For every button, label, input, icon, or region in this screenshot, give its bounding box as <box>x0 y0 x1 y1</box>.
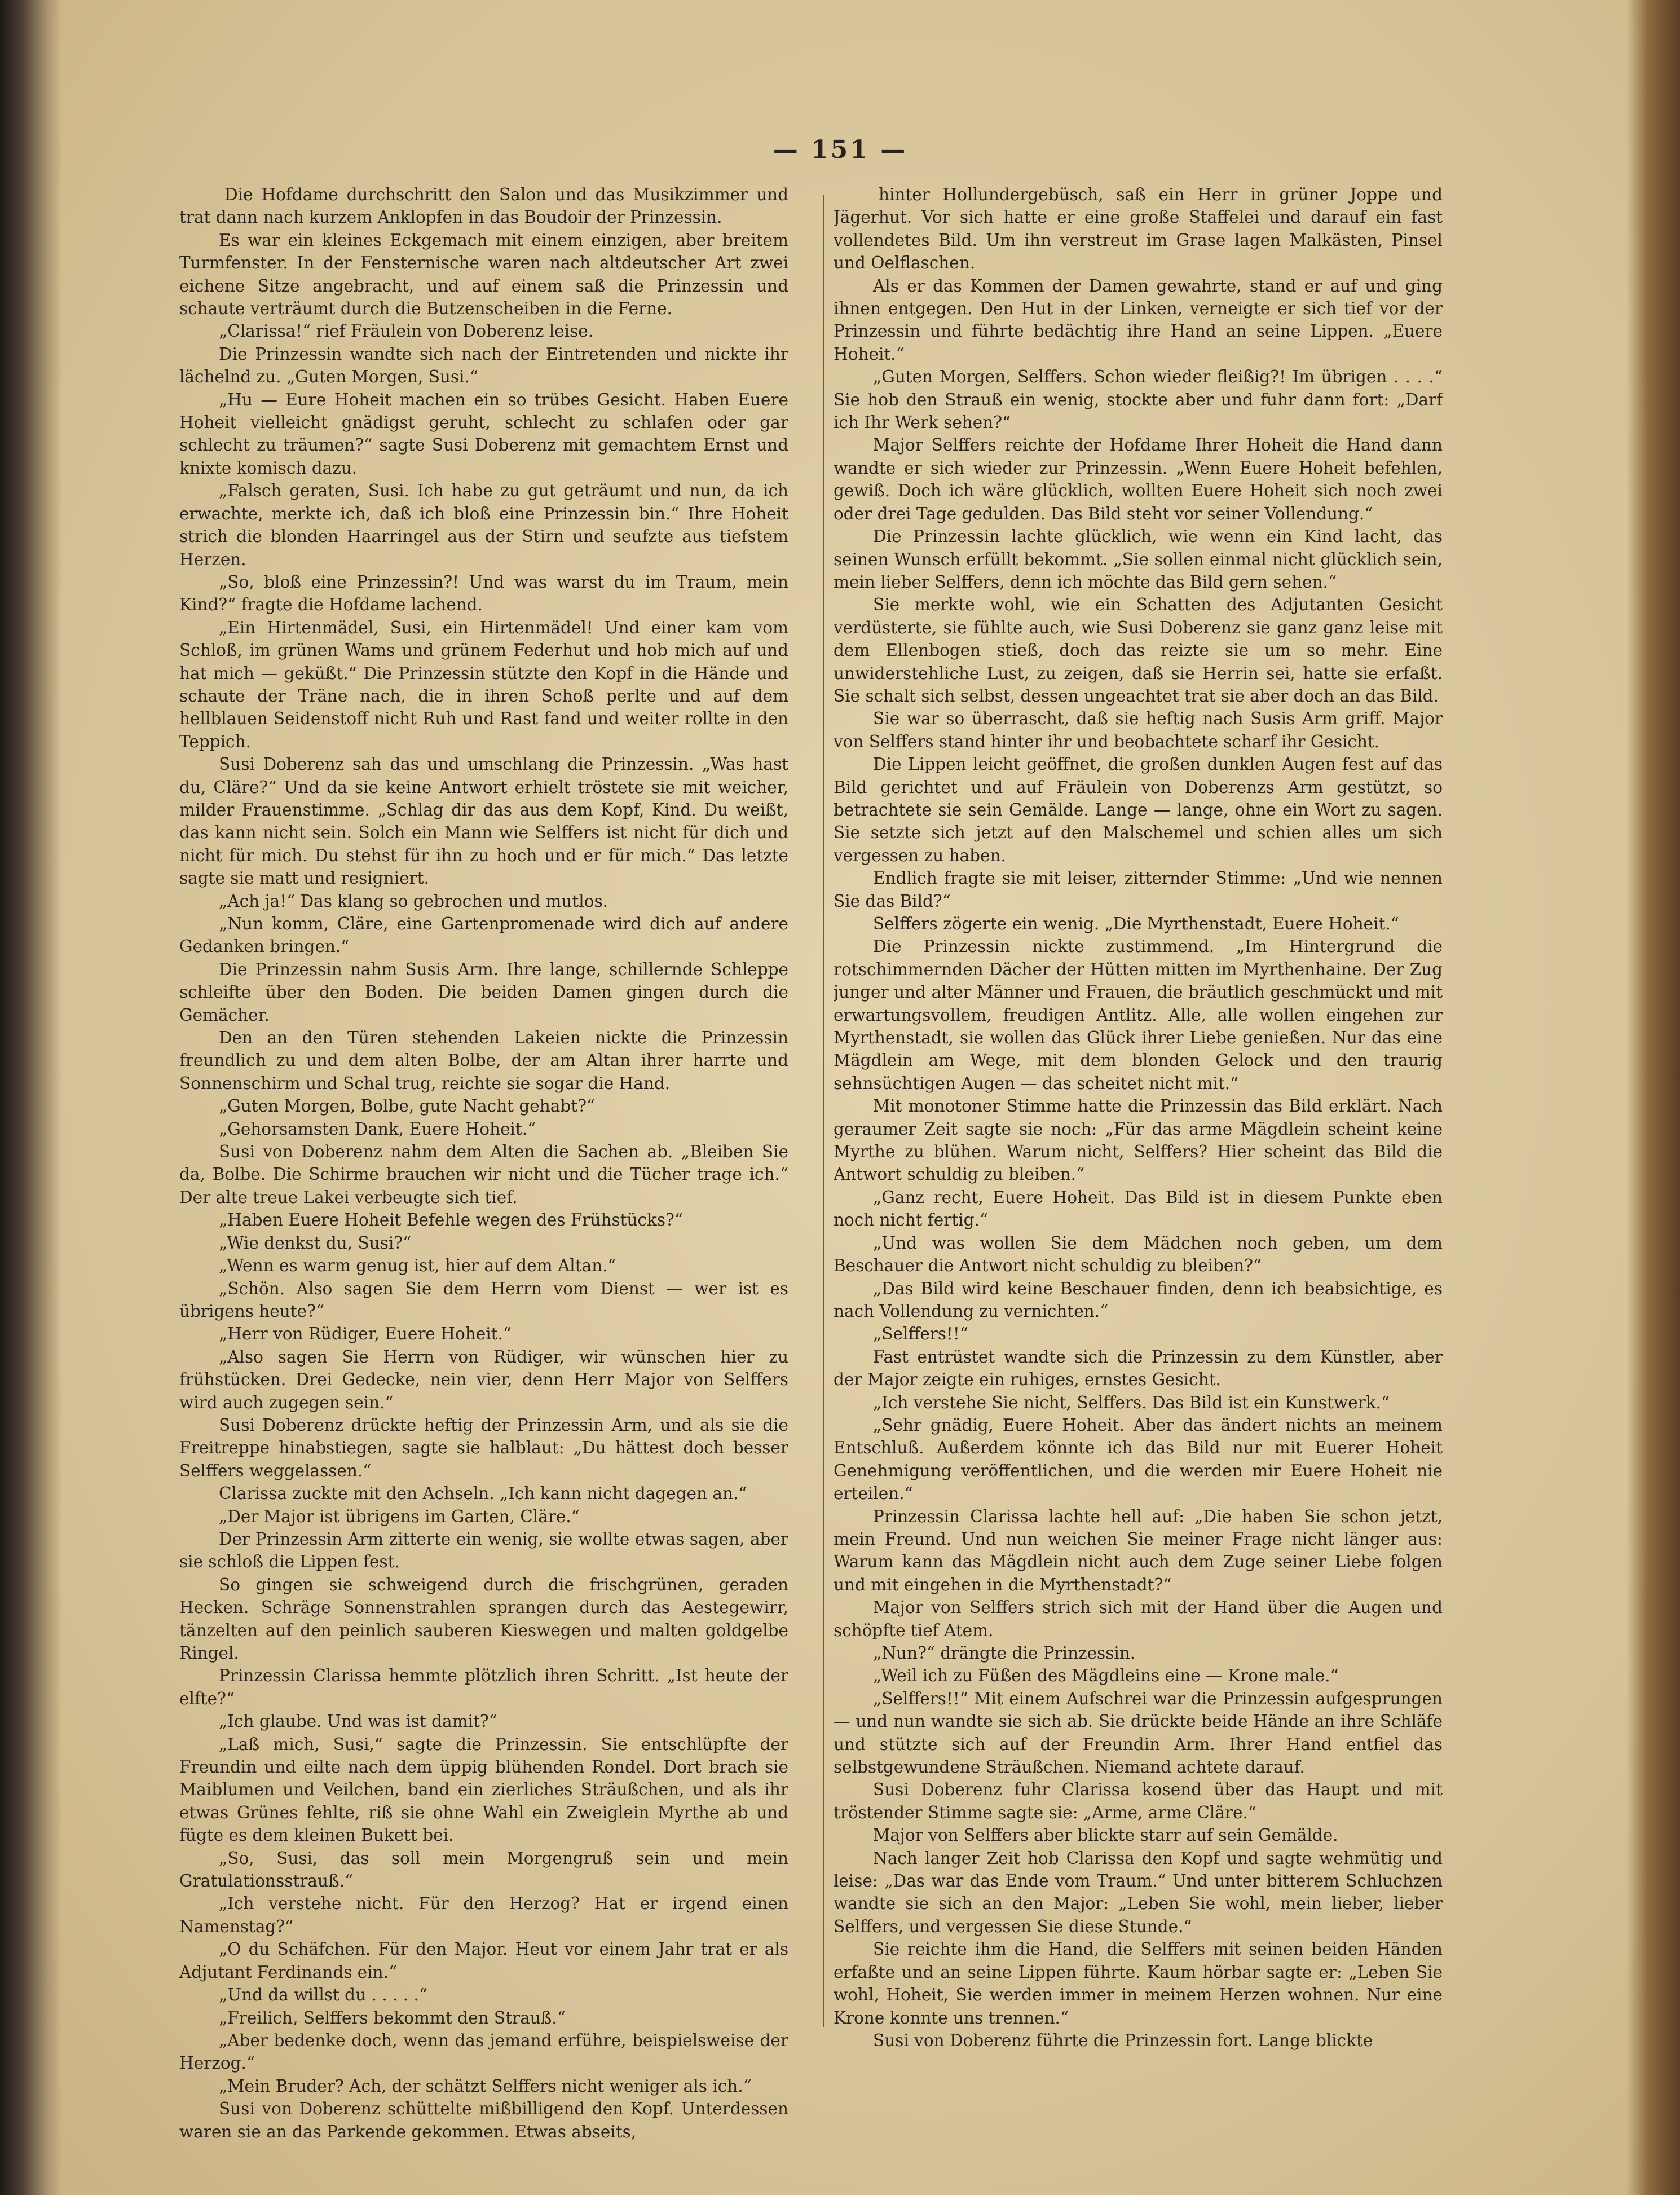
paragraph: Fast entrüstet wandte sich die Prinzessin zu dem Künstler, aber der Major zeigte ein ruhiges, ernstes Gesicht. <box>834 1347 1443 1390</box>
paragraph: Selffers zögerte ein wenig. „Die Myrthenstadt, Euere Hoheit.“ <box>873 914 1399 933</box>
paragraph: Susi Doberenz sah das und umschlang die Prinzessin. „Was hast du, Cläre?“ Und da sie keine Antwort erhielt tröstete sie mit weicher, milder Frauenstimme. „Schlag dir das aus dem Kopf, Kind. Du weißt, das kann nicht sein. Solch ein Mann wie Selffers ist nicht für dich und nicht für mich. Du stehst für ihn zu hoch und er für mich.“ Das letzte sagte sie matt und resigniert. <box>179 755 788 888</box>
paragraph: Major Selffers reichte der Hofdame Ihrer Hoheit die Hand dann wandte er sich wieder zur Prinzessin. „Wenn Euere Hoheit befehlen, gewiß. Doch ich wäre glücklich, wollten Euere Hoheit sich noch zwei oder drei Tage gedulden. Das Bild steht vor seiner Vollendung.“ <box>834 435 1443 523</box>
paragraph: „Selffers!!“ <box>873 1324 968 1344</box>
paragraph: „Freilich, Selffers bekommt den Strauß.“ <box>219 2008 566 2027</box>
paragraph: „Mein Bruder? Ach, der schätzt Selffers nicht weniger als ich.“ <box>219 2076 752 2096</box>
paragraph: „Guten Morgen, Bolbe, gute Nacht gehabt?“ <box>219 1096 595 1116</box>
paragraph: „Hu — Eure Hoheit machen ein so trübes Gesicht. Haben Euere Hoheit vielleicht gnädigst geruht, schlecht zu schlafen oder gar schlecht zu träumen?“ sagte Susi Doberenz mit gemachtem Ernst und knixte komisch dazu. <box>179 390 788 478</box>
text-column-left <box>179 183 788 2157</box>
paragraph: Als er das Kommen der Damen gewahrte, stand er auf und ging ihnen entgegen. Den Hut in der Linken, verneigte er sich tief vor der Prinzessin und führte bedächtig ihre Hand an seine Lippen. „Euere Hoheit.“ <box>834 276 1443 364</box>
paragraph: „Wenn es warm genug ist, hier auf dem Altan.“ <box>219 1256 616 1276</box>
paragraph: „Nun komm, Cläre, eine Gartenpromenade wird dich auf andere Gedanken bringen.“ <box>179 914 788 957</box>
paragraph: Die Prinzessin wandte sich nach der Eintretenden und nickte ihr lächelnd zu. „Guten Morgen, Susi.“ <box>179 344 788 387</box>
paragraph: Nach langer Zeit hob Clarissa den Kopf und sagte wehmütig und leise: „Das war das Ende vom Traum.“ Und unter bitterem Schluchzen wandte sie sich an den Major: „Leben Sie wohl, mein lieber, lieber Selffers, und vergessen Sie diese Stunde.“ <box>834 1848 1443 1936</box>
paragraph: „Wie denkst du, Susi?“ <box>219 1233 412 1253</box>
paragraph: Prinzessin Clarissa lachte hell auf: „Die haben Sie schon jetzt, mein Freund. Und nun weichen Sie meiner Frage nicht länger aus: Warum kann das Mägdlein nicht auch dem Zuge seiner Liebe folgen und mit eingehen in die Myrthenstadt?“ <box>834 1506 1443 1594</box>
paragraph: „Haben Euere Hoheit Befehle wegen des Frühstücks?“ <box>219 1210 683 1230</box>
paragraph: Susi von Doberenz nahm dem Alten die Sachen ab. „Bleiben Sie da, Bolbe. Die Schirme brauchen wir nicht und die Tücher trage ich.“ Der alte treue Lakei verbeugte sich tief. <box>179 1142 788 1207</box>
paragraph: Endlich fragte sie mit leiser, zitternder Stimme: „Und wie nennen Sie das Bild?“ <box>834 869 1443 911</box>
paragraph: Susi von Doberenz führte die Prinzessin fort. Lange blickte <box>873 2030 1373 2050</box>
paragraph: „Das Bild wird keine Beschauer finden, denn ich beabsichtige, es nach Vollendung zu vernichten.“ <box>834 1279 1443 1321</box>
paragraph: Clarissa zuckte mit den Achseln. „Ich kann nicht dagegen an.“ <box>219 1484 747 1504</box>
paragraph: „Der Major ist übrigens im Garten, Cläre.“ <box>219 1506 580 1526</box>
paragraph: Mit monotoner Stimme hatte die Prinzessin das Bild erklärt. Nach geraumer Zeit sagte sie noch: „Für das arme Mägdlein scheint keine Myrthe zu blühen. Warum nicht, Selffers? Hier scheint das Bild die Antwort schuldig zu bleiben.“ <box>834 1096 1443 1184</box>
paragraph: Susi von Doberenz schüttelte mißbilligend den Kopf. Unterdessen waren sie an das Parkende gekommen. Etwas abseits, <box>179 2099 788 2141</box>
paragraph: „Herr von Rüdiger, Euere Hoheit.“ <box>219 1324 512 1344</box>
paragraph: Sie war so überrascht, daß sie heftig nach Susis Arm griff. Major von Selffers stand hinter ihr und beobachtete scharf ihr Gesicht. <box>834 709 1443 751</box>
paragraph: Sie reichte ihm die Hand, die Selffers mit seinen beiden Händen erfaßte und an seine Lippen führte. Kaum hörbar sagte er: „Leben Sie wohl, Hoheit, Sie werden immer in meinem Herzen wohnen. Nur eine Krone konnte uns trennen.“ <box>834 1940 1443 2027</box>
paragraph: „Also sagen Sie Herrn von Rüdiger, wir wünschen hier zu frühstücken. Drei Gedecke, nein vier, denn Herr Major von Selffers wird auch zugegen sein.“ <box>179 1347 788 1412</box>
paragraph: „Ein Hirtenmädel, Susi, ein Hirtenmädel! Und einer kam vom Schloß, im grünen Wams und grünem Federhut und hob mich auf und hat mich — geküßt.“ Die Prinzessin stützte den Kopf in die Hände und schaute der Träne nach, die in ihren Schoß perlte und auf dem hellblauen Seidenstoff nicht Ruh und Rast fand und weiter rollte in den Teppich. <box>179 618 788 751</box>
paragraph: „Sehr gnädig, Euere Hoheit. Aber das ändert nichts an meinem Entschluß. Außerdem könnte ich das Bild nur mit Euerer Hoheit Genehmigung veröffentlichen, und die werden mir Euere Hoheit nie erteilen.“ <box>834 1415 1443 1504</box>
binding-gutter <box>0 0 62 2195</box>
paragraph: „So, bloß eine Prinzessin?! Und was warst du im Traum, mein Kind?“ fragte die Hofdame lachend. <box>179 572 788 615</box>
page-number: — 151 — <box>773 135 908 164</box>
paragraph: Der Prinzessin Arm zitterte ein wenig, sie wollte etwas sagen, aber sie schloß die Lippen fest. <box>179 1529 788 1572</box>
paragraph: „Selffers!!“ Mit einem Aufschrei war die Prinzessin aufgesprungen — und nun wandte sie sich ab. Sie drückte beide Hände an ihre Schläfe und stützte sich auf der Freundin Arm. Ihrer Hand entfiel das selbstgewundene Sträußchen. Niemand achtete darauf. <box>834 1689 1443 1777</box>
column-divider <box>823 195 824 2027</box>
paragraph: Sie merkte wohl, wie ein Schatten des Adjutanten Gesicht verdüsterte, sie fühlte auch, wie Susi Doberenz sie ganz ganz leise mit dem Ellenbogen stieß, doch das reizte sie um so mehr. Eine unwiderstehliche Lust, zu zeigen, daß sie Herrin sei, hatte sie erfaßt. Sie schalt sich selbst, dessen ungeachtet trat sie aber doch an das Bild. <box>834 595 1443 706</box>
paragraph: „Ich verstehe Sie nicht, Selffers. Das Bild ist ein Kunstwerk.“ <box>873 1392 1390 1412</box>
paragraph: „Ich verstehe nicht. Für den Herzog? Hat er irgend einen Namenstag?“ <box>179 1894 788 1936</box>
paragraph: „Ganz recht, Euere Hoheit. Das Bild ist in diesem Punkte eben noch nicht fertig.“ <box>834 1187 1443 1230</box>
paragraph: „Gehorsamsten Dank, Euere Hoheit.“ <box>219 1119 536 1139</box>
page-edge <box>1626 0 1680 2195</box>
paragraph: „Laß mich, Susi,“ sagte die Prinzessin. Sie entschlüpfte der Freundin und eilte nach dem üppig blühenden Rondel. Dort brach sie Maiblumen und Veilchen, band ein zierliches Sträußchen, und als ihr etwas Grünes fehlte, riß sie ohne Wahl ein Zweiglein Myrthe ab und fügte es dem kleinen Bukett bei. <box>179 1734 788 1845</box>
paragraph: hinter Hollundergebüsch, saß ein Herr in grüner Joppe und Jägerhut. Vor sich hatte er eine große Staffelei und darauf ein fast vollendetes Bild. Um ihn verstreut im Grase lagen Malkästen, Pinsel und Oelflaschen. <box>834 185 1443 273</box>
paragraph: „Aber bedenke doch, wenn das jemand erführe, beispielsweise der Herzog.“ <box>179 2030 788 2073</box>
paragraph: „Weil ich zu Füßen des Mägdleins eine — Krone male.“ <box>873 1666 1339 1686</box>
paragraph: „Ach ja!“ Das klang so gebrochen und mutlos. <box>219 891 608 911</box>
text-column-right <box>834 183 1443 2157</box>
paragraph: „Und da willst du . . . . .“ <box>219 1985 427 2005</box>
paragraph: „Und was wollen Sie dem Mädchen noch geben, um dem Beschauer die Antwort nicht schuldig zu bleiben?“ <box>834 1233 1443 1276</box>
paragraph: Die Prinzessin lachte glücklich, wie wenn ein Kind lacht, das seinen Wunsch erfüllt bekommt. „Sie sollen einmal nicht glücklich sein, mein lieber Selffers, denn ich möchte das Bild gern sehen.“ <box>834 527 1443 592</box>
paragraph: „Ich glaube. Und was ist damit?“ <box>219 1712 497 1731</box>
paragraph: „Clarissa!“ rief Fräulein von Doberenz leise. <box>219 321 594 341</box>
paragraph: Major von Selffers aber blickte starr auf sein Gemälde. <box>873 1826 1338 1845</box>
paragraph: Major von Selffers strich sich mit der Hand über die Augen und schöpfte tief Atem. <box>834 1598 1443 1640</box>
paragraph: „Falsch geraten, Susi. Ich habe zu gut geträumt und nun, da ich erwachte, merkte ich, daß ich bloß eine Prinzessin bin.“ Ihre Hoheit strich die blonden Haarringel aus der Stirn und seufzte aus tiefstem Herzen. <box>179 481 788 569</box>
paragraph: Die Prinzessin nickte zustimmend. „Im Hintergrund die rotschimmernden Dächer der Hütten mitten im Myrthenhaine. Der Zug junger und alter Männer und Frauen, die bräutlich geschmückt und mit erwartungsvollem, freudigen Antlitz. Alle, alle wollen eingehen zur Myrthenstadt, sie wollen das Glück ihrer Liebe genießen. Nur das eine Mägdlein am Wege, mit dem blonden Gelock und den traurig sehnsüchtigen Augen — das scheitet nicht mit.“ <box>834 937 1443 1093</box>
paragraph: „Nun?“ drängte die Prinzessin. <box>873 1643 1136 1663</box>
paragraph: Susi Doberenz drückte heftig der Prinzessin Arm, und als sie die Freitreppe hinabstiegen, sagte sie halblaut: „Du hättest doch besser Selffers weggelassen.“ <box>179 1415 788 1480</box>
paragraph: Prinzessin Clarissa hemmte plötzlich ihren Schritt. „Ist heute der elfte?“ <box>179 1666 788 1708</box>
paragraph: So gingen sie schweigend durch die frischgrünen, geraden Hecken. Schräge Sonnenstrahlen sprangen durch das Aestegewirr, tänzelten auf den peinlich sauberen Kieswegen und malten goldgelbe Ringel. <box>179 1575 788 1663</box>
paragraph: Die Lippen leicht geöffnet, die großen dunklen Augen fest auf das Bild gerichtet und auf Fräulein von Doberenzs Arm gestützt, so betrachtete sie sein Gemälde. Lange — lange, ohne ein Wort zu sagen. Sie setzte sich jetzt auf den Malschemel und schien alles um sich vergessen zu haben. <box>834 755 1443 865</box>
paragraph: „Guten Morgen, Selffers. Schon wieder fleißig?! Im übrigen . . . .“ Sie hob den Strauß ein wenig, stockte aber und fuhr dann fort: „Darf ich Ihr Werk sehen?“ <box>834 367 1443 433</box>
paragraph: Die Prinzessin nahm Susis Arm. Ihre lange, schillernde Schleppe schleifte über den Boden. Die beiden Damen gingen durch die Gemächer. <box>179 959 788 1025</box>
paragraph: Die Hofdame durchschritt den Salon und das Musikzimmer und trat dann nach kurzem Anklopfen in das Boudoir der Prinzessin. <box>179 185 788 227</box>
paragraph: Es war ein kleines Eckgemach mit einem einzigen, aber breitem Turmfenster. In der Fensternische waren nach altdeutscher Art zwei eichene Sitze angebracht, und auf einem saß die Prinzessin und schaute verträumt durch die Butzenscheiben in die Ferne. <box>179 230 788 319</box>
paragraph: Den an den Türen stehenden Lakeien nickte die Prinzessin freundlich zu und dem alten Bolbe, der am Altan ihrer harrte und Sonnenschirm und Schal trug, reichte sie sogar die Hand. <box>179 1028 788 1093</box>
paragraph: Susi Doberenz fuhr Clarissa kosend über das Haupt und mit tröstender Stimme sagte sie: „Arme, arme Cläre.“ <box>834 1780 1443 1822</box>
paragraph: „O du Schäfchen. Für den Major. Heut vor einem Jahr trat er als Adjutant Ferdinands ein.“ <box>179 1940 788 1982</box>
paragraph: „So, Susi, das soll mein Morgengruß sein und mein Gratulationsstrauß.“ <box>179 1848 788 1891</box>
paragraph: „Schön. Also sagen Sie dem Herrn vom Dienst — wer ist es übrigens heute?“ <box>179 1279 788 1321</box>
